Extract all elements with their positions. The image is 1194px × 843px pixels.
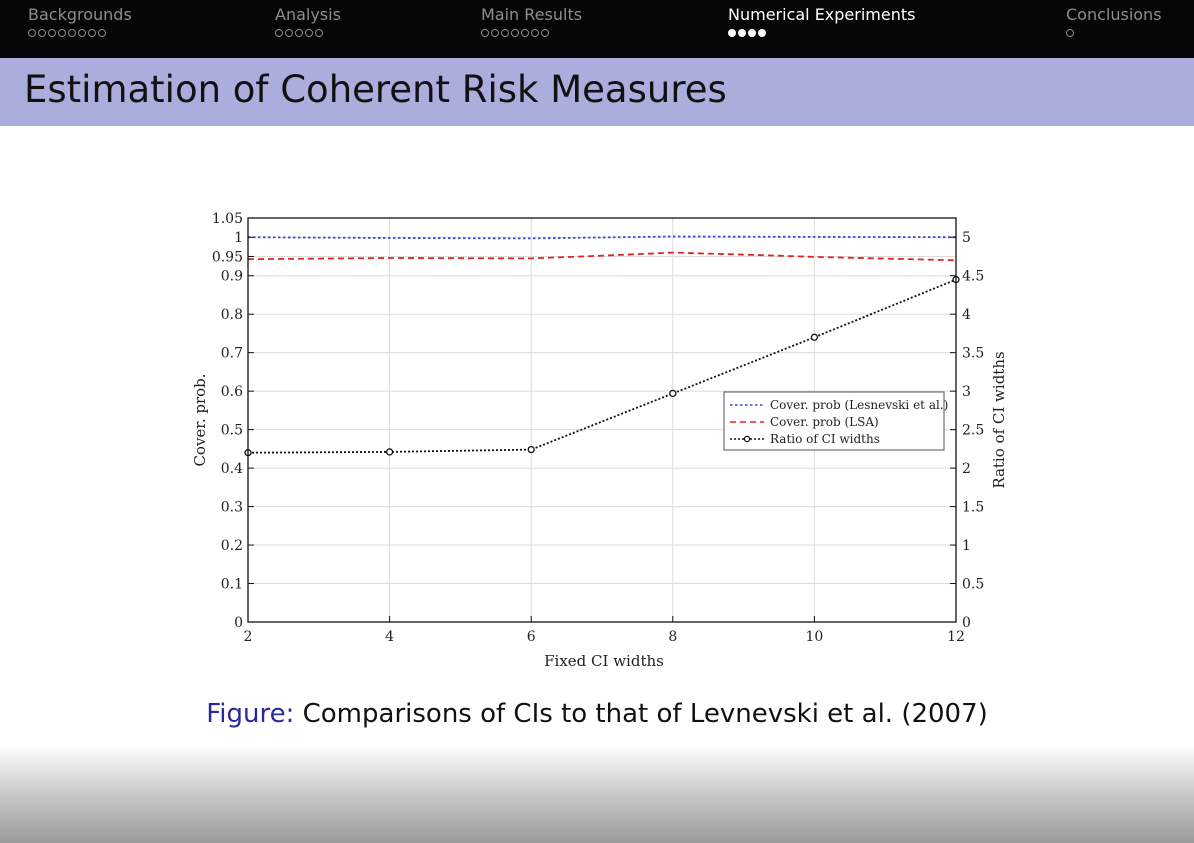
bottom-gradient: [0, 745, 1194, 843]
y-left-tick-label: 0.7: [220, 345, 243, 362]
x-tick-label: 8: [668, 629, 678, 645]
legend-label: Cover. prob (Lesnevski et al.): [770, 398, 949, 412]
nav-section-title[interactable]: Numerical Experiments: [728, 5, 916, 24]
y-right-tick-label: 3: [962, 384, 971, 401]
y-axis-right-label: Ratio of CI widths: [990, 351, 1008, 489]
y-right-tick-label: 2: [962, 461, 971, 478]
series-marker: [528, 447, 534, 453]
nav-section-title[interactable]: Analysis: [275, 5, 341, 24]
y-left-tick-label: 1.05: [211, 211, 243, 227]
y-left-tick-label: 0.6: [220, 384, 243, 401]
nav-section-title[interactable]: Conclusions: [1066, 5, 1162, 24]
y-left-tick-label: 0.3: [220, 499, 243, 516]
series-marker: [811, 334, 817, 340]
chart-legend: [724, 392, 948, 450]
y-left-tick-label: 0.4: [220, 461, 243, 478]
legend-label: Cover. prob (LSA): [770, 415, 879, 429]
x-tick-label: 6: [526, 629, 536, 645]
legend-label: Ratio of CI widths: [770, 432, 880, 446]
figure-caption: [0, 699, 1194, 729]
y-right-tick-label: 3.5: [962, 345, 985, 362]
nav-section-title[interactable]: Main Results: [481, 5, 583, 24]
y-left-tick-label: 0.9: [220, 268, 243, 285]
slide-title: Estimation of Coherent Risk Measures: [24, 68, 727, 111]
y-right-tick-label: 1: [962, 538, 971, 555]
y-axis-left-label: Cover. prob.: [191, 373, 209, 467]
y-right-tick-label: 2.5: [962, 422, 985, 439]
y-right-tick-label: 0: [962, 615, 971, 631]
y-left-tick-label: 1: [234, 230, 243, 247]
y-left-tick-label: 0.95: [211, 249, 243, 266]
x-tick-label: 4: [385, 629, 395, 645]
y-left-tick-label: 0.1: [220, 576, 243, 593]
x-axis-label: Fixed CI widths: [544, 652, 664, 670]
x-tick-label: 12: [947, 629, 965, 645]
y-left-tick-label: 0.2: [220, 538, 243, 555]
legend-marker: [744, 436, 749, 441]
y-left-tick-label: 0: [234, 615, 243, 631]
y-right-tick-label: 4.5: [962, 268, 985, 285]
y-right-tick-label: 4: [962, 307, 971, 324]
x-tick-label: 10: [805, 629, 824, 645]
series-marker: [670, 390, 676, 396]
nav-section-title[interactable]: Backgrounds: [28, 5, 132, 24]
figure-caption-label: Figure:: [206, 699, 295, 729]
figure-caption-text: Comparisons of CIs to that of Levnevski et al. (2007): [294, 699, 988, 729]
x-tick-label: 2: [243, 629, 253, 645]
series-marker: [387, 449, 393, 455]
y-left-tick-label: 0.8: [220, 307, 243, 324]
y-right-tick-label: 5: [962, 230, 971, 247]
y-right-tick-label: 1.5: [962, 499, 985, 516]
y-right-tick-label: 0.5: [962, 576, 985, 593]
y-left-tick-label: 0.5: [220, 422, 243, 439]
